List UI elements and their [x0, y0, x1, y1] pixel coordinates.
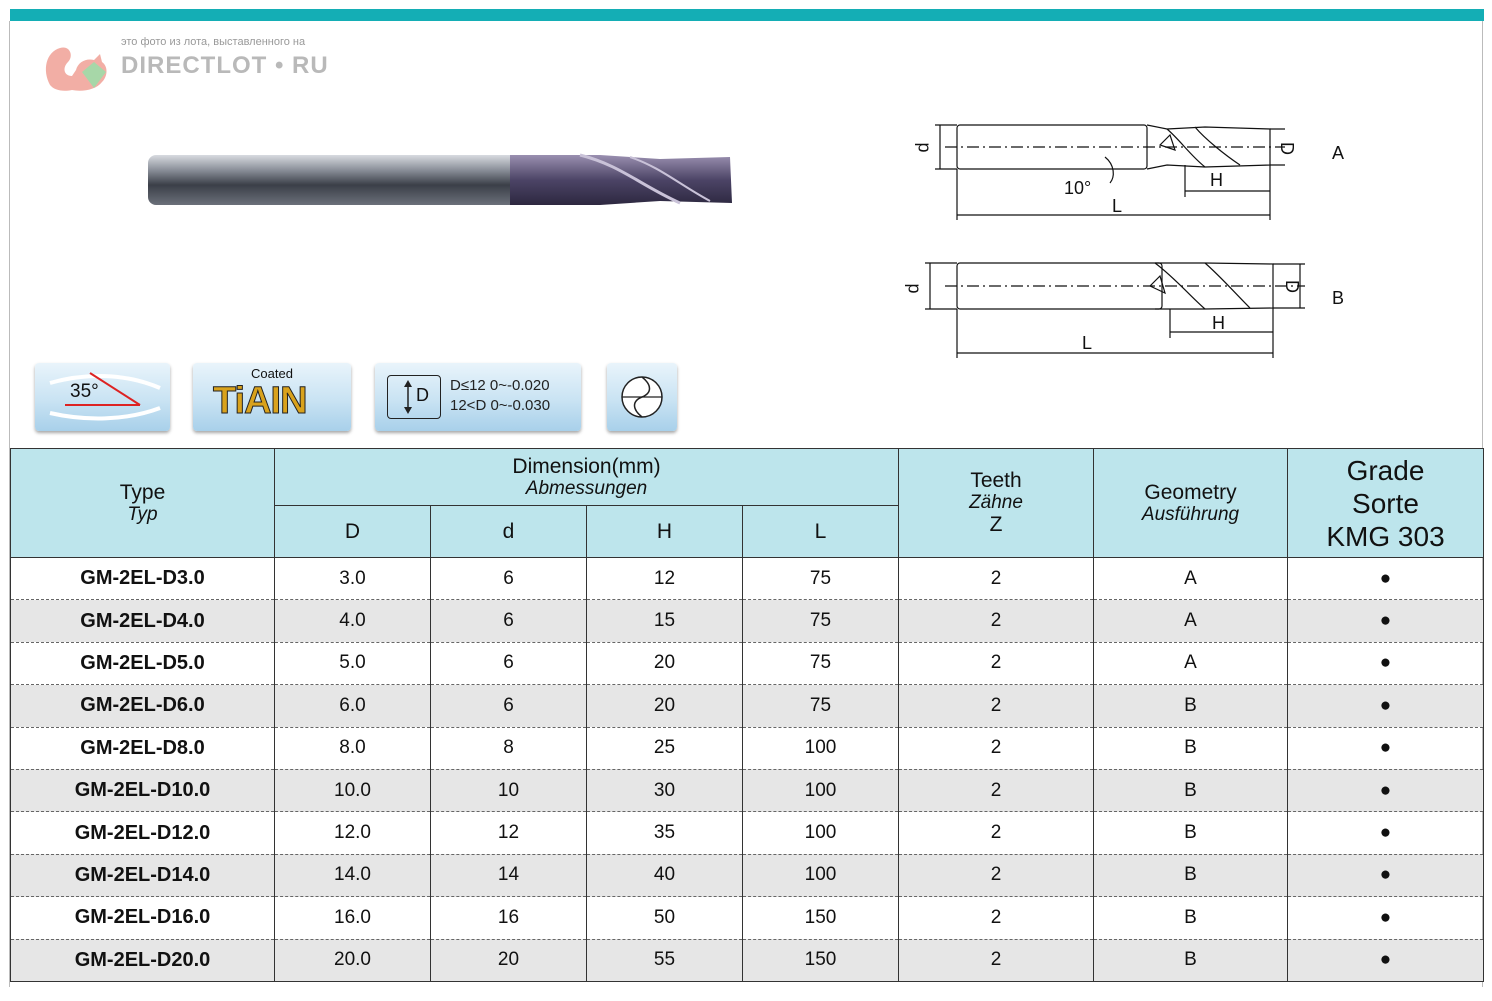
cell-h: 20	[587, 685, 743, 727]
cell-d: 14.0	[275, 854, 431, 896]
drawing-b-d-label: d	[902, 283, 923, 294]
coating-big-text: TiAIN	[213, 380, 307, 422]
cell-h: 20	[587, 642, 743, 684]
watermark-brand: DIRECTLOT • RU	[121, 52, 329, 79]
cell-h: 40	[587, 854, 743, 896]
table-row	[11, 769, 1484, 811]
table-row	[11, 558, 1484, 600]
cell-geometry: B	[1094, 939, 1288, 981]
table-row	[11, 854, 1484, 896]
header-dimension-en: Dimension(mm)	[512, 455, 661, 478]
cell-h: 25	[587, 727, 743, 769]
header-L	[743, 506, 899, 558]
cell-d: 6	[431, 685, 587, 727]
cell-type: GM-2EL-D14.0	[11, 854, 275, 896]
tolerance-symbol: D	[416, 385, 429, 405]
cell-grade: ●	[1288, 769, 1484, 811]
cell-teeth: 2	[899, 939, 1094, 981]
cell-l: 75	[743, 558, 899, 600]
tolerance-line-2: 12<D 0~-0.030	[450, 397, 551, 414]
tolerance-badge	[375, 363, 581, 431]
table-row	[11, 642, 1484, 684]
cell-geometry: B	[1094, 685, 1288, 727]
cell-teeth: 2	[899, 685, 1094, 727]
tolerance-symbol-box	[387, 375, 441, 419]
cell-geometry: B	[1094, 812, 1288, 854]
header-type	[11, 449, 275, 558]
watermark-caption: это фото из лота, выставленного на	[121, 36, 306, 48]
header-L-text: L	[814, 519, 827, 543]
cell-l: 75	[743, 600, 899, 642]
helix-angle-badge	[35, 363, 170, 431]
cell-type: GM-2EL-D12.0	[11, 812, 275, 854]
header-D-text: D	[344, 519, 361, 543]
drawing-a-l-label: L	[1112, 196, 1123, 216]
cell-d: 12.0	[275, 812, 431, 854]
cell-geometry: B	[1094, 727, 1288, 769]
cell-teeth: 2	[899, 854, 1094, 896]
header-grade-de: Sorte	[1352, 487, 1419, 519]
cell-grade: ●	[1288, 939, 1484, 981]
header-type-de: Typ	[127, 504, 158, 525]
table-row	[11, 939, 1484, 981]
accent-bar	[10, 9, 1484, 21]
cell-type: GM-2EL-D4.0	[11, 600, 275, 642]
header-H	[587, 506, 743, 558]
cell-d: 6	[431, 600, 587, 642]
cell-d: 5.0	[275, 642, 431, 684]
cell-teeth: 2	[899, 727, 1094, 769]
cell-d: 10.0	[275, 769, 431, 811]
cell-l: 100	[743, 854, 899, 896]
cell-d: 6.0	[275, 685, 431, 727]
cell-type: GM-2EL-D3.0	[11, 558, 275, 600]
cell-teeth: 2	[899, 600, 1094, 642]
header-d-text: d	[502, 519, 515, 543]
flute-section-badge	[607, 363, 677, 431]
geometry-a-label: A	[1332, 143, 1345, 163]
cell-d: 14	[431, 854, 587, 896]
header-teeth-de: Zähne	[969, 492, 1023, 513]
cell-grade: ●	[1288, 642, 1484, 684]
cell-grade: ●	[1288, 812, 1484, 854]
cell-l: 100	[743, 727, 899, 769]
cell-l: 100	[743, 769, 899, 811]
cell-h: 50	[587, 897, 743, 939]
table-row	[11, 685, 1484, 727]
cell-grade: ●	[1288, 897, 1484, 939]
two-flute-section-icon	[607, 363, 677, 431]
drawing-a-big-d-label: D	[1277, 142, 1297, 155]
drawing-b-h-label: H	[1212, 313, 1225, 333]
header-teeth	[899, 449, 1094, 558]
header-geometry	[1094, 449, 1288, 558]
drawing-a-angle-label: 10°	[1064, 178, 1092, 198]
cell-d: 8	[431, 727, 587, 769]
geometry-b-label: B	[1332, 288, 1345, 308]
cell-type: GM-2EL-D10.0	[11, 769, 275, 811]
cell-d: 16.0	[275, 897, 431, 939]
cell-h: 12	[587, 558, 743, 600]
cell-d: 4.0	[275, 600, 431, 642]
cell-h: 30	[587, 769, 743, 811]
cell-h: 55	[587, 939, 743, 981]
cell-teeth: 2	[899, 769, 1094, 811]
cell-teeth: 2	[899, 558, 1094, 600]
cell-grade: ●	[1288, 558, 1484, 600]
header-d	[431, 506, 587, 558]
cell-l: 150	[743, 897, 899, 939]
cell-d: 8.0	[275, 727, 431, 769]
cell-type: GM-2EL-D6.0	[11, 685, 275, 727]
table-row	[11, 727, 1484, 769]
helix-angle-icon	[35, 363, 170, 431]
header-D	[275, 506, 431, 558]
cell-geometry: A	[1094, 600, 1288, 642]
cell-type: GM-2EL-D8.0	[11, 727, 275, 769]
table-row	[11, 897, 1484, 939]
cell-grade: ●	[1288, 685, 1484, 727]
header-grade-code: KMG 303	[1326, 520, 1445, 552]
cell-grade: ●	[1288, 727, 1484, 769]
cell-d: 6	[431, 642, 587, 684]
header-H-text: H	[656, 519, 673, 543]
cell-d: 12	[431, 812, 587, 854]
cell-teeth: 2	[899, 897, 1094, 939]
cell-grade: ●	[1288, 600, 1484, 642]
coating-badge	[193, 363, 351, 431]
cell-d: 6	[431, 558, 587, 600]
cell-type: GM-2EL-D5.0	[11, 642, 275, 684]
header-grade-en: Grade	[1346, 454, 1425, 486]
header-type-en: Type	[119, 481, 166, 504]
cell-l: 75	[743, 685, 899, 727]
helix-angle-text: 35°	[70, 381, 99, 402]
header-dimension	[275, 449, 899, 506]
spec-table	[10, 448, 1484, 982]
cell-geometry: A	[1094, 558, 1288, 600]
squirrel-logo-icon	[42, 40, 112, 95]
cell-h: 35	[587, 812, 743, 854]
dimension-arrow-icon	[388, 376, 418, 418]
header-geometry-de: Ausführung	[1141, 504, 1240, 525]
table-row	[11, 600, 1484, 642]
header-teeth-z: Z	[989, 513, 1003, 536]
cell-grade: ●	[1288, 854, 1484, 896]
cell-teeth: 2	[899, 812, 1094, 854]
cell-d: 3.0	[275, 558, 431, 600]
drawing-a-h-label: H	[1210, 170, 1223, 190]
drawing-b-l-label: L	[1082, 333, 1093, 353]
cell-l: 75	[743, 642, 899, 684]
cell-geometry: A	[1094, 642, 1288, 684]
cell-type: GM-2EL-D20.0	[11, 939, 275, 981]
cell-d: 16	[431, 897, 587, 939]
drawing-a-d-label: d	[912, 142, 933, 153]
cell-geometry: B	[1094, 854, 1288, 896]
cell-d: 10	[431, 769, 587, 811]
cell-geometry: B	[1094, 769, 1288, 811]
drawing-b-big-d-label: D	[1282, 280, 1302, 293]
tolerance-line-1: D≤12 0~-0.020	[450, 377, 550, 394]
cell-d: 20.0	[275, 939, 431, 981]
header-teeth-en: Teeth	[970, 469, 1022, 492]
coating-small-text: Coated	[251, 366, 293, 381]
cell-teeth: 2	[899, 642, 1094, 684]
cell-l: 100	[743, 812, 899, 854]
header-geometry-en: Geometry	[1144, 481, 1237, 504]
cell-type: GM-2EL-D16.0	[11, 897, 275, 939]
cell-h: 15	[587, 600, 743, 642]
end-mill-photo	[140, 145, 740, 215]
table-row	[11, 812, 1484, 854]
drawing-geometry-a	[905, 105, 1285, 220]
cell-l: 150	[743, 939, 899, 981]
drawing-geometry-b	[902, 248, 1305, 363]
cell-geometry: B	[1094, 897, 1288, 939]
cell-d: 20	[431, 939, 587, 981]
header-grade	[1288, 449, 1484, 558]
header-dimension-de: Abmessungen	[525, 478, 648, 499]
